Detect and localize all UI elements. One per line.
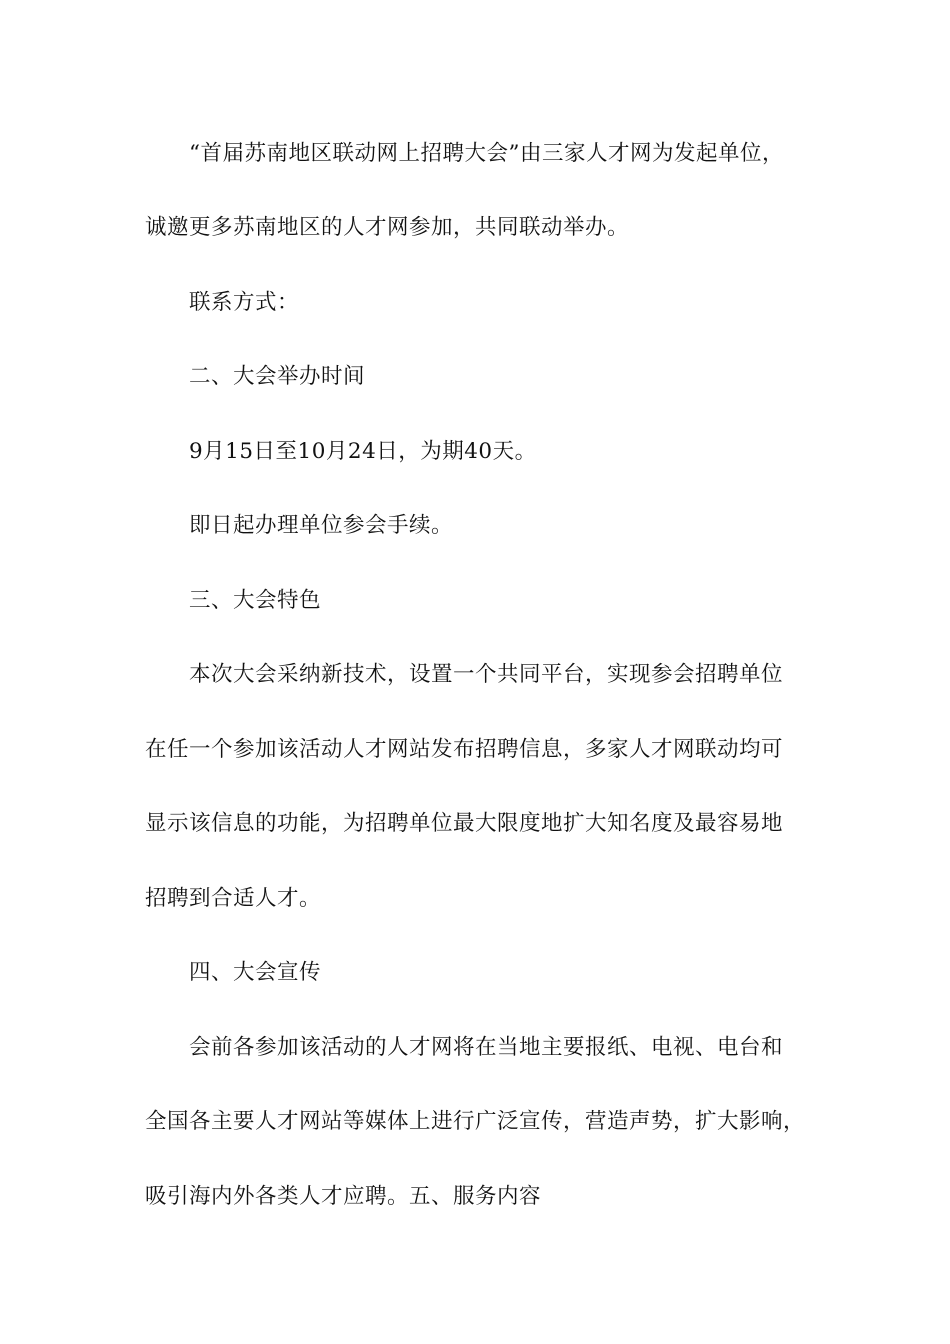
paragraph-intro-line-1: “首届苏南地区联动网上招聘大会”由三家人才网为发起单位， — [189, 141, 784, 166]
features-line-2: 在任一个参加该活动人才网站发布招聘信息，多家人才网联动均可 — [145, 737, 784, 762]
paragraph-intro-line-2: 诚邀更多苏南地区的人才网参加，共同联动举办。 — [145, 215, 630, 240]
section-heading-2: 二、大会举办时间 — [189, 364, 366, 389]
event-dates: 9月15日至10月24日，为期40天。 — [189, 439, 537, 464]
features-line-3: 显示该信息的功能，为招聘单位最大限度地扩大知名度及最容易地 — [145, 811, 784, 836]
features-line-4: 招聘到合适人才。 — [145, 886, 322, 911]
registration-note: 即日起办理单位参会手续。 — [189, 513, 454, 538]
features-line-1: 本次大会采纳新技术，设置一个共同平台，实现参会招聘单位 — [189, 662, 784, 687]
contact-heading: 联系方式： — [189, 290, 300, 315]
publicity-line-2: 全国各主要人才网站等媒体上进行广泛宣传，营造声势，扩大影响， — [145, 1109, 806, 1134]
section-heading-4: 四、大会宣传 — [189, 960, 322, 985]
publicity-line-1: 会前各参加该活动的人才网将在当地主要报纸、电视、电台和 — [189, 1035, 784, 1060]
section-heading-3: 三、大会特色 — [189, 588, 322, 613]
publicity-line-3: 吸引海内外各类人才应聘。五、服务内容 — [145, 1184, 542, 1209]
